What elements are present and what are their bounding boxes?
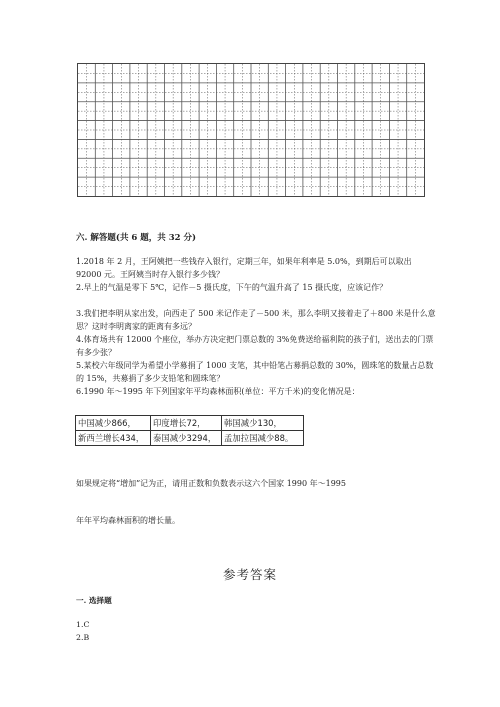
forest-area-table bbox=[75, 415, 304, 446]
table-cell: 孟加拉国减少88。 bbox=[222, 431, 304, 446]
table-cell: 印度增长72， bbox=[151, 416, 222, 431]
writing-grid bbox=[77, 63, 425, 197]
writing-grid-lines bbox=[78, 64, 424, 196]
question-5: 5.某校六年级同学为希望小学募捐了 1000 支笔，其中铅笔占募捐总数的 30%，圆珠笔的数量占总数的 15%，共募捐了多少支铅笔和圆珠笔？ bbox=[76, 361, 434, 384]
table-cell: 泰国减少3294， bbox=[151, 431, 222, 446]
question-6-instruction-line1: 如果规定将“增加”记为正，请用正数和负数表示这六个国家 1990 年～1995 bbox=[76, 479, 346, 488]
question-4: 4.体育场共有 12000 个座位，举办方决定把门票总数的 3%免费送给福利院的孩子们，送出去的门票有多少张？ bbox=[76, 335, 434, 358]
answer-title: 参考答案 bbox=[222, 567, 277, 582]
answer-2: 2.B bbox=[76, 633, 90, 642]
question-3: 3.我们把李明从家出发，向西走了 500 米记作走了－500 米，那么李明又接着走了＋800 米是什么意思？这时李明离家的距离有多远？ bbox=[76, 309, 436, 332]
table-cell: 韩国减少130， bbox=[222, 416, 304, 431]
question-1: 1.2018 年 2 月，王阿姨把一些钱存入银行，定期三年，如果年利率是 5.0%，到期后可以取出 92000 元。王阿姨当时存入银行多少钱？ bbox=[76, 257, 412, 280]
table-cell: 中国减少866， bbox=[76, 416, 151, 431]
question-6: 6.1990 年～1995 年下列国家年平均森林面积(单位：平方千米)的变化情况是： bbox=[76, 387, 360, 396]
table-cell: 新西兰增长434， bbox=[76, 431, 151, 446]
table-row bbox=[76, 416, 304, 431]
section-title: 六. 解答题(共 6 题，共 32 分) bbox=[76, 233, 197, 243]
answer-1: 1.C bbox=[76, 620, 90, 629]
table-row bbox=[76, 431, 304, 446]
question-2: 2.早上的气温是零下 5℃，记作－5 摄氏度，下午的气温升高了 15 摄氏度，应该记作？ bbox=[76, 283, 388, 292]
question-6-instruction-line2: 年年平均森林面积的增长量。 bbox=[76, 516, 180, 525]
answer-section-title: 一. 选择题 bbox=[76, 596, 112, 605]
